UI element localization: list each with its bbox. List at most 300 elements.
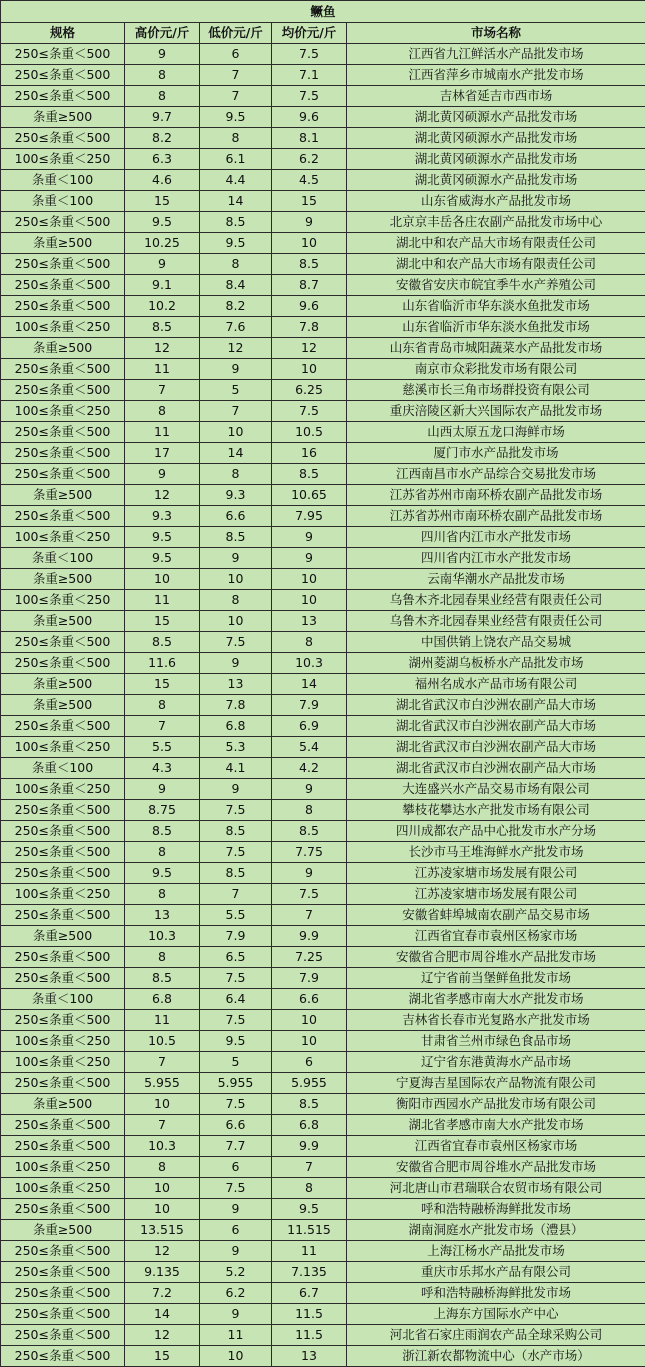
table-row bbox=[1, 1346, 645, 1367]
cell-market-name: 上海江杨水产品批发市场 bbox=[347, 1241, 645, 1262]
cell-avg-price: 13 bbox=[272, 1346, 347, 1367]
cell-spec: 250≤条重＜500 bbox=[1, 380, 125, 401]
cell-market-name: 湖北省孝感市南大水产批发市场 bbox=[347, 989, 645, 1010]
cell-avg-price: 9.5 bbox=[272, 1199, 347, 1220]
cell-market-name: 中国供销上饶农产品交易城 bbox=[347, 632, 645, 653]
cell-spec: 条重＜100 bbox=[1, 989, 125, 1010]
cell-high-price: 9.5 bbox=[125, 527, 200, 548]
cell-low-price: 9 bbox=[200, 1304, 272, 1325]
cell-low-price: 7 bbox=[200, 884, 272, 905]
cell-market-name: 山东省临沂市华东淡水鱼批发市场 bbox=[347, 317, 645, 338]
cell-market-name: 厦门市水产品批发市场 bbox=[347, 443, 645, 464]
cell-avg-price: 10 bbox=[272, 1031, 347, 1052]
cell-spec: 250≤条重＜500 bbox=[1, 1304, 125, 1325]
cell-low-price: 9 bbox=[200, 1199, 272, 1220]
cell-spec: 250≤条重＜500 bbox=[1, 1283, 125, 1304]
table-row bbox=[1, 632, 645, 653]
cell-market-name: 湖北省武汉市白沙洲农副产品大市场 bbox=[347, 716, 645, 737]
table-row bbox=[1, 800, 645, 821]
cell-spec: 100≤条重＜250 bbox=[1, 527, 125, 548]
cell-high-price: 8 bbox=[125, 695, 200, 716]
cell-market-name: 长沙市马王堆海鲜水产批发市场 bbox=[347, 842, 645, 863]
cell-low-price: 7 bbox=[200, 86, 272, 107]
cell-avg-price: 10 bbox=[272, 233, 347, 254]
table-row bbox=[1, 1157, 645, 1178]
table-row bbox=[1, 926, 645, 947]
table-row bbox=[1, 212, 645, 233]
cell-avg-price: 9 bbox=[272, 212, 347, 233]
table-row bbox=[1, 128, 645, 149]
table-row bbox=[1, 464, 645, 485]
cell-high-price: 7 bbox=[125, 1052, 200, 1073]
cell-market-name: 湖北黄冈硕源水产品批发市场 bbox=[347, 170, 645, 191]
cell-market-name: 湖北中和农产品大市场有限责任公司 bbox=[347, 254, 645, 275]
cell-low-price: 5.2 bbox=[200, 1262, 272, 1283]
cell-spec: 条重＜100 bbox=[1, 191, 125, 212]
cell-low-price: 7 bbox=[200, 65, 272, 86]
cell-market-name: 安徽省合肥市周谷堆水产品批发市场 bbox=[347, 1157, 645, 1178]
cell-market-name: 上海东方国际水产中心 bbox=[347, 1304, 645, 1325]
cell-high-price: 10 bbox=[125, 1199, 200, 1220]
table-row bbox=[1, 485, 645, 506]
cell-low-price: 9 bbox=[200, 1241, 272, 1262]
cell-spec: 250≤条重＜500 bbox=[1, 1199, 125, 1220]
cell-low-price: 10 bbox=[200, 611, 272, 632]
cell-high-price: 7 bbox=[125, 380, 200, 401]
cell-spec: 250≤条重＜500 bbox=[1, 842, 125, 863]
cell-low-price: 10 bbox=[200, 569, 272, 590]
table-row bbox=[1, 1178, 645, 1199]
cell-spec: 250≤条重＜500 bbox=[1, 1115, 125, 1136]
cell-high-price: 9 bbox=[125, 779, 200, 800]
cell-spec: 250≤条重＜500 bbox=[1, 254, 125, 275]
cell-spec: 250≤条重＜500 bbox=[1, 1010, 125, 1031]
table-row bbox=[1, 44, 645, 65]
table-row bbox=[1, 359, 645, 380]
cell-market-name: 湖北黄冈硕源水产品批发市场 bbox=[347, 107, 645, 128]
cell-low-price: 9.5 bbox=[200, 107, 272, 128]
cell-avg-price: 16 bbox=[272, 443, 347, 464]
cell-avg-price: 5.955 bbox=[272, 1073, 347, 1094]
cell-high-price: 13.515 bbox=[125, 1220, 200, 1241]
cell-low-price: 7.5 bbox=[200, 1010, 272, 1031]
cell-avg-price: 6.25 bbox=[272, 380, 347, 401]
cell-high-price: 15 bbox=[125, 611, 200, 632]
cell-market-name: 江苏省苏州市南环桥农副产品批发市场 bbox=[347, 506, 645, 527]
cell-high-price: 12 bbox=[125, 485, 200, 506]
cell-low-price: 8 bbox=[200, 254, 272, 275]
cell-low-price: 5.5 bbox=[200, 905, 272, 926]
cell-avg-price: 10.5 bbox=[272, 422, 347, 443]
cell-high-price: 13 bbox=[125, 905, 200, 926]
cell-high-price: 9 bbox=[125, 464, 200, 485]
cell-low-price: 9 bbox=[200, 359, 272, 380]
table-row bbox=[1, 905, 645, 926]
cell-avg-price: 9.9 bbox=[272, 926, 347, 947]
table-row bbox=[1, 401, 645, 422]
cell-high-price: 8 bbox=[125, 65, 200, 86]
cell-spec: 条重≥500 bbox=[1, 107, 125, 128]
table-row bbox=[1, 527, 645, 548]
table-row bbox=[1, 1115, 645, 1136]
cell-high-price: 8.5 bbox=[125, 317, 200, 338]
cell-high-price: 4.6 bbox=[125, 170, 200, 191]
cell-spec: 250≤条重＜500 bbox=[1, 1073, 125, 1094]
cell-low-price: 7.5 bbox=[200, 800, 272, 821]
cell-high-price: 8 bbox=[125, 884, 200, 905]
table-row bbox=[1, 1073, 645, 1094]
cell-avg-price: 7.75 bbox=[272, 842, 347, 863]
cell-spec: 100≤条重＜250 bbox=[1, 149, 125, 170]
cell-avg-price: 6.7 bbox=[272, 1283, 347, 1304]
cell-spec: 100≤条重＜250 bbox=[1, 1052, 125, 1073]
cell-avg-price: 10 bbox=[272, 359, 347, 380]
cell-spec: 条重≥500 bbox=[1, 233, 125, 254]
table-row bbox=[1, 569, 645, 590]
cell-avg-price: 11 bbox=[272, 1241, 347, 1262]
cell-spec: 250≤条重＜500 bbox=[1, 800, 125, 821]
table-title: 鳜鱼 bbox=[1, 1, 645, 23]
cell-spec: 100≤条重＜250 bbox=[1, 1157, 125, 1178]
cell-avg-price: 12 bbox=[272, 338, 347, 359]
cell-low-price: 6.6 bbox=[200, 506, 272, 527]
cell-market-name: 江西省宜春市袁州区杨家市场 bbox=[347, 926, 645, 947]
table-row bbox=[1, 863, 645, 884]
cell-avg-price: 9.6 bbox=[272, 296, 347, 317]
cell-spec: 250≤条重＜500 bbox=[1, 443, 125, 464]
cell-high-price: 9.1 bbox=[125, 275, 200, 296]
cell-avg-price: 9 bbox=[272, 779, 347, 800]
cell-low-price: 6 bbox=[200, 1157, 272, 1178]
cell-avg-price: 15 bbox=[272, 191, 347, 212]
cell-avg-price: 8 bbox=[272, 1178, 347, 1199]
table-row bbox=[1, 86, 645, 107]
cell-market-name: 湖北省孝感市南大水产批发市场 bbox=[347, 1115, 645, 1136]
cell-spec: 250≤条重＜500 bbox=[1, 1346, 125, 1367]
table-row bbox=[1, 758, 645, 779]
cell-low-price: 6 bbox=[200, 44, 272, 65]
cell-low-price: 5.955 bbox=[200, 1073, 272, 1094]
cell-spec: 100≤条重＜250 bbox=[1, 884, 125, 905]
cell-avg-price: 6.8 bbox=[272, 1115, 347, 1136]
cell-low-price: 4.1 bbox=[200, 758, 272, 779]
cell-spec: 条重＜100 bbox=[1, 170, 125, 191]
cell-avg-price: 7.8 bbox=[272, 317, 347, 338]
cell-market-name: 呼和浩特融桥海鲜批发市场 bbox=[347, 1199, 645, 1220]
cell-spec: 条重≥500 bbox=[1, 569, 125, 590]
cell-market-name: 北京京丰岳各庄农副产品批发市场中心 bbox=[347, 212, 645, 233]
cell-avg-price: 9 bbox=[272, 527, 347, 548]
cell-spec: 条重≥500 bbox=[1, 611, 125, 632]
cell-spec: 100≤条重＜250 bbox=[1, 737, 125, 758]
cell-spec: 250≤条重＜500 bbox=[1, 947, 125, 968]
cell-market-name: 湖北省武汉市白沙洲农副产品大市场 bbox=[347, 695, 645, 716]
table-row bbox=[1, 1199, 645, 1220]
cell-low-price: 7.6 bbox=[200, 317, 272, 338]
cell-market-name: 山东省临沂市华东淡水鱼批发市场 bbox=[347, 296, 645, 317]
cell-avg-price: 7.95 bbox=[272, 506, 347, 527]
cell-high-price: 12 bbox=[125, 1325, 200, 1346]
cell-avg-price: 8.5 bbox=[272, 254, 347, 275]
cell-spec: 250≤条重＜500 bbox=[1, 65, 125, 86]
table-row bbox=[1, 275, 645, 296]
cell-spec: 条重≥500 bbox=[1, 695, 125, 716]
cell-avg-price: 7 bbox=[272, 1157, 347, 1178]
cell-spec: 250≤条重＜500 bbox=[1, 275, 125, 296]
cell-spec: 100≤条重＜250 bbox=[1, 317, 125, 338]
cell-market-name: 浙江新农都物流中心（水产市场） bbox=[347, 1346, 645, 1367]
cell-high-price: 9 bbox=[125, 44, 200, 65]
cell-market-name: 江西省宜春市袁州区杨家市场 bbox=[347, 1136, 645, 1157]
cell-avg-price: 8 bbox=[272, 632, 347, 653]
cell-high-price: 7 bbox=[125, 716, 200, 737]
table-row bbox=[1, 947, 645, 968]
cell-low-price: 14 bbox=[200, 443, 272, 464]
cell-low-price: 7.5 bbox=[200, 842, 272, 863]
table-row bbox=[1, 317, 645, 338]
cell-low-price: 5 bbox=[200, 1052, 272, 1073]
cell-market-name: 甘肃省兰州市绿色食品市场 bbox=[347, 1031, 645, 1052]
cell-avg-price: 7 bbox=[272, 905, 347, 926]
cell-spec: 250≤条重＜500 bbox=[1, 632, 125, 653]
cell-high-price: 5.5 bbox=[125, 737, 200, 758]
cell-avg-price: 8.5 bbox=[272, 1094, 347, 1115]
cell-high-price: 11.6 bbox=[125, 653, 200, 674]
table-row bbox=[1, 1094, 645, 1115]
cell-low-price: 9.5 bbox=[200, 233, 272, 254]
cell-high-price: 10.5 bbox=[125, 1031, 200, 1052]
cell-high-price: 9.135 bbox=[125, 1262, 200, 1283]
cell-spec: 条重≥500 bbox=[1, 485, 125, 506]
cell-avg-price: 11.515 bbox=[272, 1220, 347, 1241]
header-spec: 规格 bbox=[1, 23, 125, 44]
cell-market-name: 衡阳市西园水产品批发市场有限公司 bbox=[347, 1094, 645, 1115]
cell-low-price: 4.4 bbox=[200, 170, 272, 191]
cell-high-price: 7.2 bbox=[125, 1283, 200, 1304]
cell-low-price: 12 bbox=[200, 338, 272, 359]
table-row bbox=[1, 1325, 645, 1346]
cell-spec: 条重≥500 bbox=[1, 1220, 125, 1241]
cell-low-price: 7.5 bbox=[200, 1094, 272, 1115]
cell-avg-price: 4.2 bbox=[272, 758, 347, 779]
cell-market-name: 湖北省武汉市白沙洲农副产品大市场 bbox=[347, 758, 645, 779]
cell-high-price: 10.25 bbox=[125, 233, 200, 254]
cell-spec: 250≤条重＜500 bbox=[1, 1241, 125, 1262]
table-row bbox=[1, 380, 645, 401]
header-high-price: 高价元/斤 bbox=[125, 23, 200, 44]
cell-high-price: 8 bbox=[125, 1157, 200, 1178]
table-row bbox=[1, 842, 645, 863]
cell-avg-price: 6.2 bbox=[272, 149, 347, 170]
cell-low-price: 9.5 bbox=[200, 1031, 272, 1052]
cell-market-name: 四川成都农产品中心批发市水产分场 bbox=[347, 821, 645, 842]
table-row bbox=[1, 233, 645, 254]
cell-low-price: 8.2 bbox=[200, 296, 272, 317]
cell-low-price: 7.5 bbox=[200, 1178, 272, 1199]
cell-market-name: 安徽省合肥市周谷堆水产品批发市场 bbox=[347, 947, 645, 968]
cell-high-price: 14 bbox=[125, 1304, 200, 1325]
cell-high-price: 5.955 bbox=[125, 1073, 200, 1094]
cell-spec: 100≤条重＜250 bbox=[1, 1178, 125, 1199]
cell-market-name: 慈溪市长三角市场群投资有限公司 bbox=[347, 380, 645, 401]
table-row bbox=[1, 1136, 645, 1157]
cell-low-price: 7.5 bbox=[200, 632, 272, 653]
cell-avg-price: 7.5 bbox=[272, 44, 347, 65]
cell-spec: 250≤条重＜500 bbox=[1, 653, 125, 674]
cell-avg-price: 10.3 bbox=[272, 653, 347, 674]
cell-low-price: 6.6 bbox=[200, 1115, 272, 1136]
table-row bbox=[1, 737, 645, 758]
cell-low-price: 7 bbox=[200, 401, 272, 422]
cell-avg-price: 8.1 bbox=[272, 128, 347, 149]
cell-spec: 250≤条重＜500 bbox=[1, 296, 125, 317]
cell-market-name: 湖北省武汉市白沙洲农副产品大市场 bbox=[347, 737, 645, 758]
cell-avg-price: 9 bbox=[272, 548, 347, 569]
cell-high-price: 4.3 bbox=[125, 758, 200, 779]
cell-high-price: 11 bbox=[125, 1010, 200, 1031]
table-header-row bbox=[1, 23, 645, 44]
table-row bbox=[1, 1220, 645, 1241]
cell-spec: 条重≥500 bbox=[1, 674, 125, 695]
cell-avg-price: 8.5 bbox=[272, 464, 347, 485]
cell-low-price: 13 bbox=[200, 674, 272, 695]
cell-spec: 250≤条重＜500 bbox=[1, 44, 125, 65]
cell-low-price: 6.2 bbox=[200, 1283, 272, 1304]
table-row bbox=[1, 821, 645, 842]
cell-spec: 250≤条重＜500 bbox=[1, 359, 125, 380]
cell-avg-price: 7.5 bbox=[272, 86, 347, 107]
table-row bbox=[1, 611, 645, 632]
cell-spec: 条重＜100 bbox=[1, 548, 125, 569]
cell-low-price: 8.5 bbox=[200, 821, 272, 842]
cell-avg-price: 8.5 bbox=[272, 821, 347, 842]
cell-avg-price: 13 bbox=[272, 611, 347, 632]
table-row bbox=[1, 716, 645, 737]
cell-high-price: 10.3 bbox=[125, 1136, 200, 1157]
cell-spec: 250≤条重＜500 bbox=[1, 821, 125, 842]
cell-low-price: 7.5 bbox=[200, 968, 272, 989]
cell-spec: 250≤条重＜500 bbox=[1, 1262, 125, 1283]
cell-market-name: 山东省威海水产品批发市场 bbox=[347, 191, 645, 212]
table-row bbox=[1, 338, 645, 359]
cell-market-name: 吉林省长春市光复路水产批发市场 bbox=[347, 1010, 645, 1031]
table-row bbox=[1, 170, 645, 191]
cell-low-price: 7.9 bbox=[200, 926, 272, 947]
cell-market-name: 安徽省蚌埠城南农副产品交易市场 bbox=[347, 905, 645, 926]
cell-spec: 条重≥500 bbox=[1, 338, 125, 359]
cell-low-price: 6.8 bbox=[200, 716, 272, 737]
table-row bbox=[1, 149, 645, 170]
cell-high-price: 9.5 bbox=[125, 548, 200, 569]
cell-avg-price: 7.5 bbox=[272, 884, 347, 905]
cell-avg-price: 7.25 bbox=[272, 947, 347, 968]
cell-avg-price: 7.1 bbox=[272, 65, 347, 86]
cell-low-price: 7.8 bbox=[200, 695, 272, 716]
cell-high-price: 10 bbox=[125, 569, 200, 590]
cell-market-name: 江苏省苏州市南环桥农副产品批发市场 bbox=[347, 485, 645, 506]
cell-high-price: 8.75 bbox=[125, 800, 200, 821]
cell-spec: 100≤条重＜250 bbox=[1, 1031, 125, 1052]
cell-high-price: 8.5 bbox=[125, 968, 200, 989]
cell-market-name: 江西省萍乡市城南水产批发市场 bbox=[347, 65, 645, 86]
cell-avg-price: 10 bbox=[272, 590, 347, 611]
cell-market-name: 江西南昌市水产品综合交易批发市场 bbox=[347, 464, 645, 485]
cell-market-name: 重庆市乐邦水产品有限公司 bbox=[347, 1262, 645, 1283]
cell-spec: 条重≥500 bbox=[1, 926, 125, 947]
table-row bbox=[1, 884, 645, 905]
cell-high-price: 17 bbox=[125, 443, 200, 464]
cell-avg-price: 9 bbox=[272, 863, 347, 884]
cell-spec: 100≤条重＜250 bbox=[1, 779, 125, 800]
cell-high-price: 12 bbox=[125, 338, 200, 359]
cell-high-price: 10 bbox=[125, 1178, 200, 1199]
cell-market-name: 乌鲁木齐北园春果业经营有限责任公司 bbox=[347, 590, 645, 611]
table-row bbox=[1, 674, 645, 695]
cell-spec: 100≤条重＜250 bbox=[1, 401, 125, 422]
cell-spec: 250≤条重＜500 bbox=[1, 863, 125, 884]
cell-high-price: 11 bbox=[125, 359, 200, 380]
cell-low-price: 7.7 bbox=[200, 1136, 272, 1157]
cell-high-price: 8 bbox=[125, 86, 200, 107]
table-row bbox=[1, 1010, 645, 1031]
cell-spec: 条重＜100 bbox=[1, 758, 125, 779]
cell-high-price: 6.8 bbox=[125, 989, 200, 1010]
cell-low-price: 6.4 bbox=[200, 989, 272, 1010]
cell-market-name: 湖南洞庭水产批发市场（澧县） bbox=[347, 1220, 645, 1241]
cell-spec: 250≤条重＜500 bbox=[1, 506, 125, 527]
cell-high-price: 15 bbox=[125, 674, 200, 695]
table-row bbox=[1, 65, 645, 86]
cell-low-price: 11 bbox=[200, 1325, 272, 1346]
cell-low-price: 8.5 bbox=[200, 527, 272, 548]
cell-spec: 条重≥500 bbox=[1, 1094, 125, 1115]
cell-avg-price: 9.9 bbox=[272, 1136, 347, 1157]
cell-high-price: 15 bbox=[125, 1346, 200, 1367]
header-avg-price: 均价元/斤 bbox=[272, 23, 347, 44]
cell-avg-price: 6 bbox=[272, 1052, 347, 1073]
cell-low-price: 10 bbox=[200, 422, 272, 443]
cell-market-name: 河北唐山市君瑞联合农贸市场有限公司 bbox=[347, 1178, 645, 1199]
header-market-name: 市场名称 bbox=[347, 23, 645, 44]
cell-low-price: 8.5 bbox=[200, 863, 272, 884]
cell-low-price: 10 bbox=[200, 1346, 272, 1367]
table-row bbox=[1, 653, 645, 674]
cell-market-name: 重庆涪陵区新大兴国际农产品批发市场 bbox=[347, 401, 645, 422]
table-row bbox=[1, 695, 645, 716]
table-row bbox=[1, 1241, 645, 1262]
cell-spec: 250≤条重＜500 bbox=[1, 968, 125, 989]
cell-spec: 250≤条重＜500 bbox=[1, 464, 125, 485]
cell-high-price: 8.5 bbox=[125, 821, 200, 842]
cell-spec: 250≤条重＜500 bbox=[1, 905, 125, 926]
cell-high-price: 8.2 bbox=[125, 128, 200, 149]
cell-market-name: 云南华潮水产品批发市场 bbox=[347, 569, 645, 590]
table-row bbox=[1, 779, 645, 800]
cell-high-price: 11 bbox=[125, 422, 200, 443]
cell-market-name: 四川省内江市水产批发市场 bbox=[347, 548, 645, 569]
cell-avg-price: 8.7 bbox=[272, 275, 347, 296]
cell-spec: 250≤条重＜500 bbox=[1, 1136, 125, 1157]
cell-market-name: 安徽省安庆市皖宜季牛水产养殖公司 bbox=[347, 275, 645, 296]
cell-high-price: 9.5 bbox=[125, 863, 200, 884]
cell-market-name: 宁夏海吉星国际农产品物流有限公司 bbox=[347, 1073, 645, 1094]
table-row bbox=[1, 296, 645, 317]
cell-low-price: 8 bbox=[200, 464, 272, 485]
cell-avg-price: 7.135 bbox=[272, 1262, 347, 1283]
cell-low-price: 9 bbox=[200, 779, 272, 800]
cell-high-price: 7 bbox=[125, 1115, 200, 1136]
table-row bbox=[1, 1304, 645, 1325]
